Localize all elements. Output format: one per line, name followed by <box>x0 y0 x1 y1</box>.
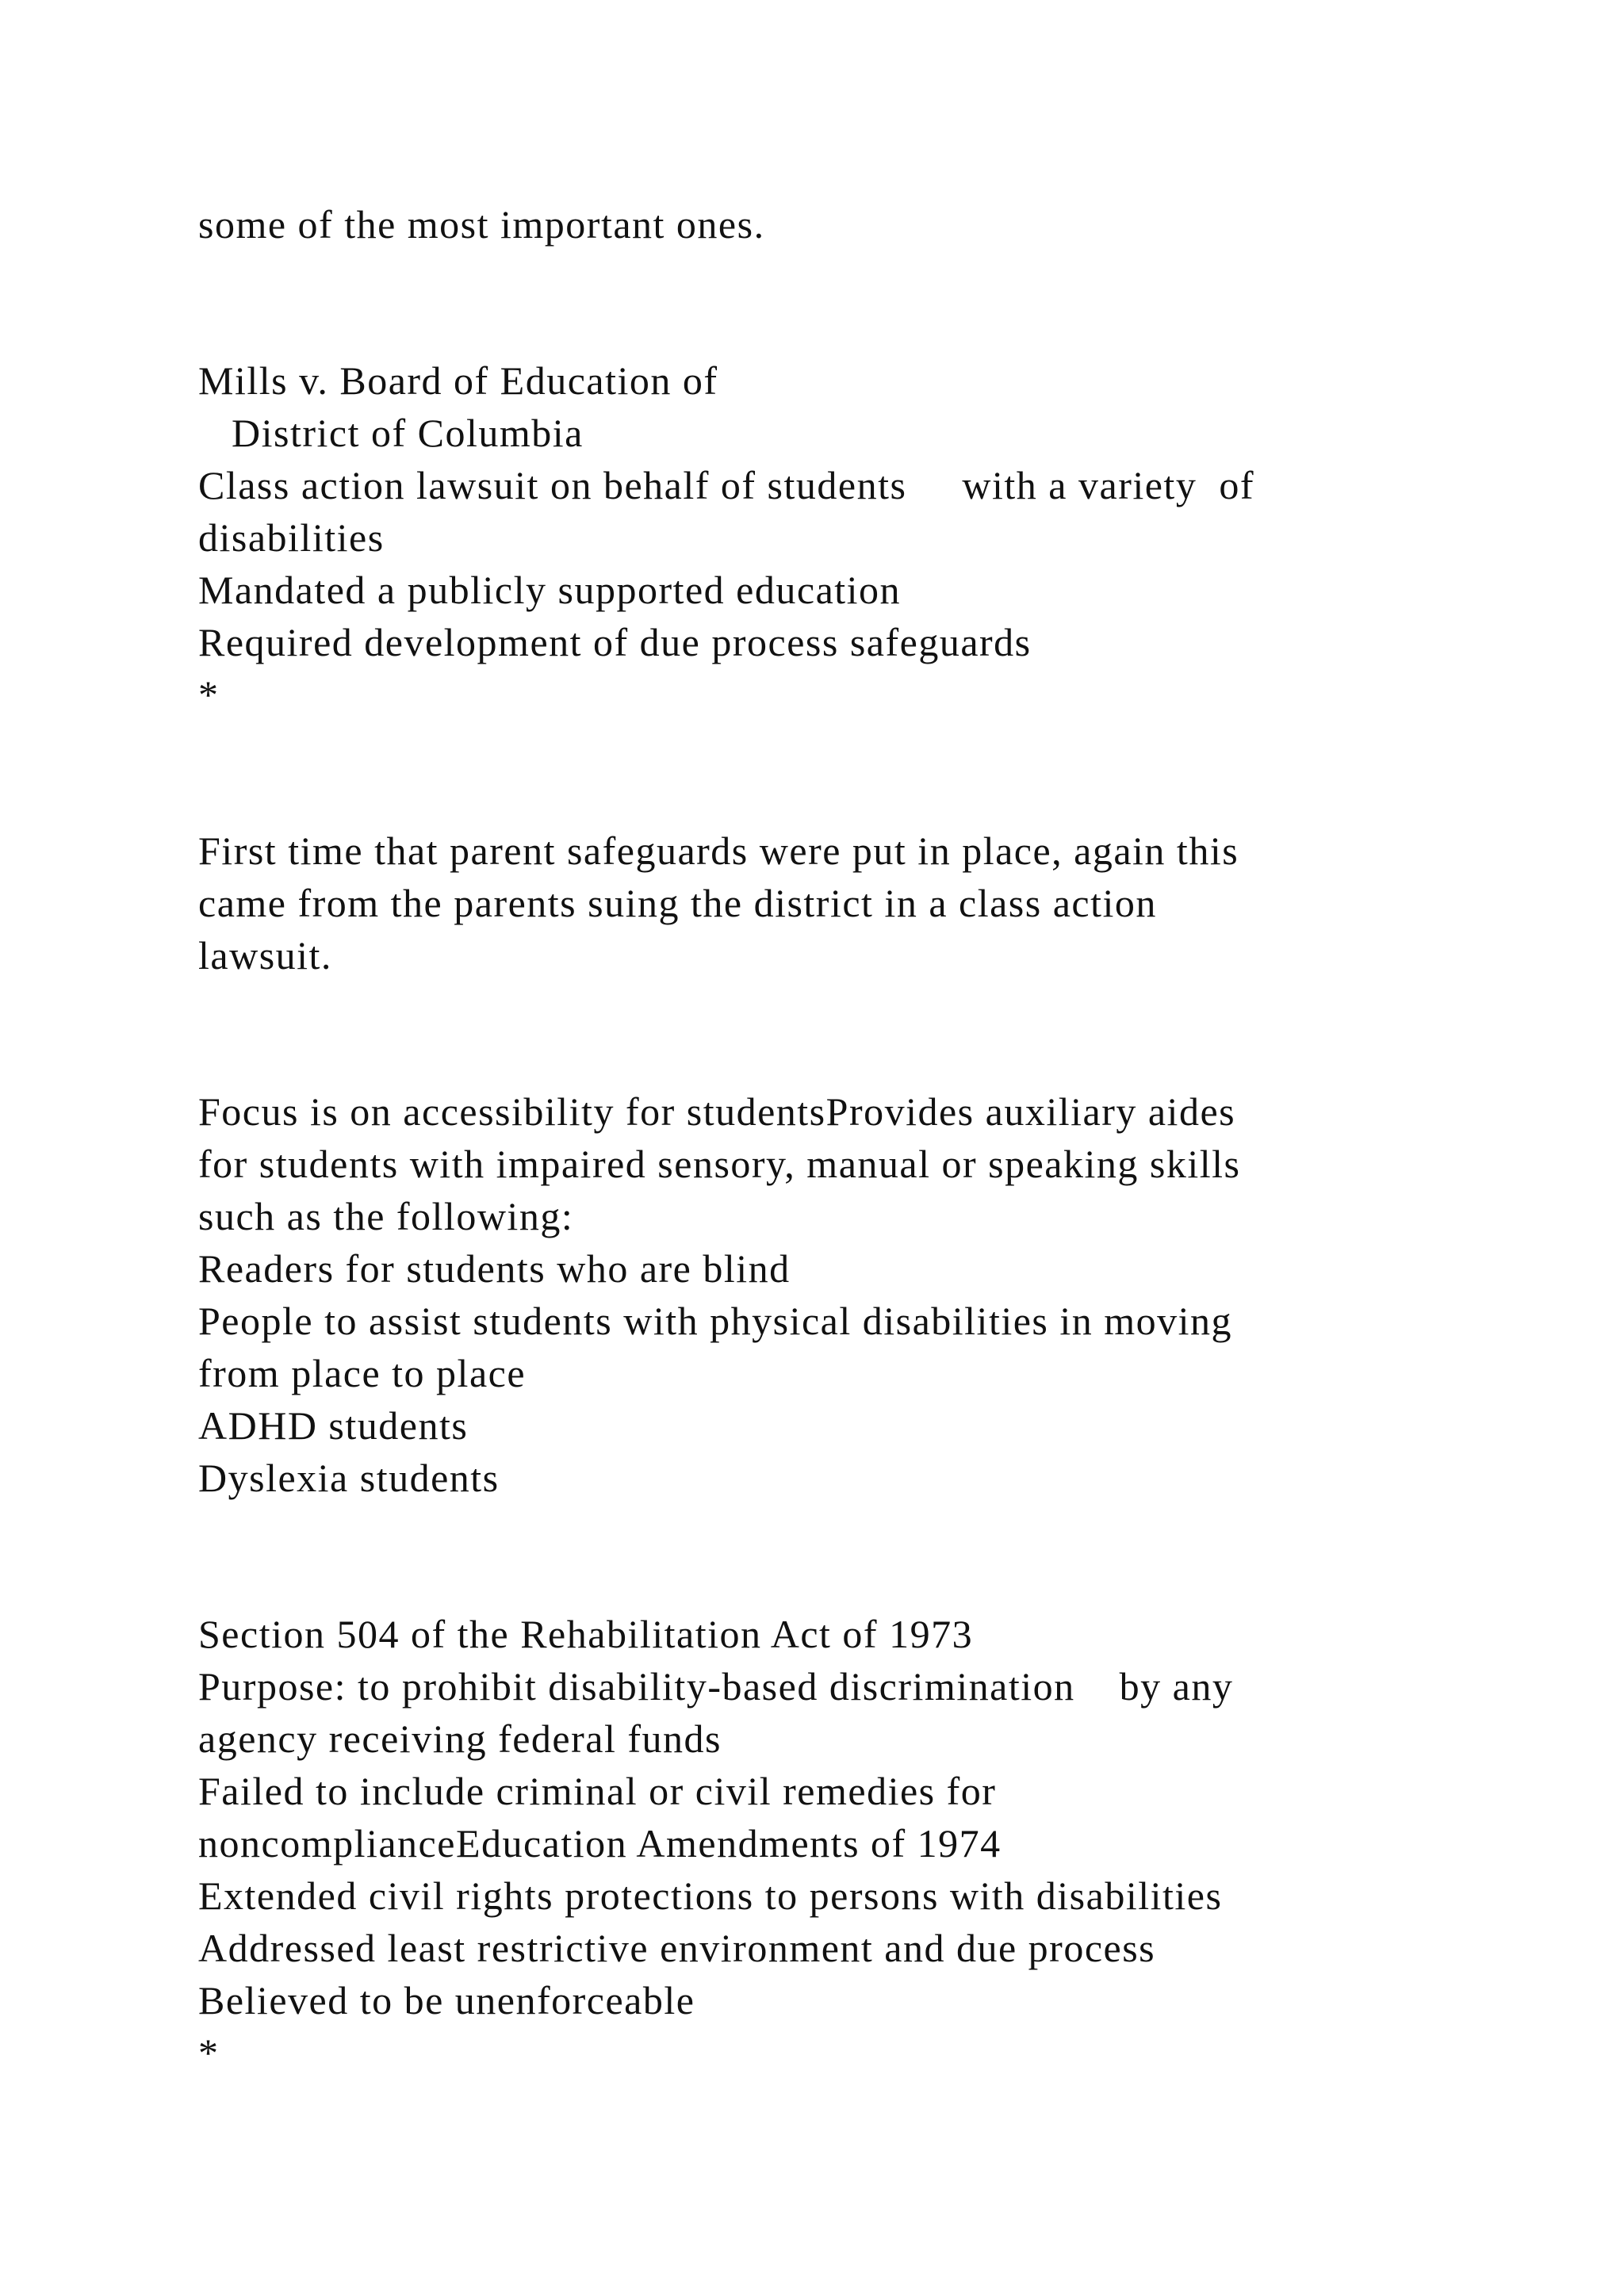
text-line: People to assist students with physical disabilities in moving <box>198 1299 1233 1343</box>
text-line: for students with impaired sensory, manual or speaking skills <box>198 1142 1241 1186</box>
text-line: some of the most important ones. <box>198 202 765 247</box>
text-line: Extended civil rights protections to persons with disabilities <box>198 1873 1223 1918</box>
text-line: from place to place <box>198 1351 527 1395</box>
text-line: such as the following: <box>198 1194 574 1238</box>
text-line: Purpose: to prohibit disability-based discrimination by any <box>198 1664 1234 1709</box>
text-line: Dyslexia students <box>198 1456 500 1500</box>
heading-mills: Mills v. Board of Education of <box>198 358 718 403</box>
text-line: Believed to be unenforceable <box>198 1978 695 2022</box>
text-line: Class action lawsuit on behalf of students with a variety of <box>198 463 1254 507</box>
text-line: agency receiving federal funds <box>198 1716 722 1761</box>
text-line: Focus is on accessibility for studentsProvides auxiliary aides <box>198 1089 1236 1134</box>
text-line: disabilities <box>198 515 385 560</box>
text-line: Mandated a publicly supported education <box>198 568 902 612</box>
text-line: Addressed least restrictive environment and due process <box>198 1926 1156 1970</box>
text-line: came from the parents suing the district in a class action <box>198 881 1157 925</box>
text-line: Readers for students who are blind <box>198 1246 791 1291</box>
text-line: noncomplianceEducation Amendments of 1974 <box>198 1821 1002 1866</box>
heading-section-504: Section 504 of the Rehabilitation Act of 1973 <box>198 1612 974 1656</box>
text-line: Required development of due process safeguards <box>198 620 1032 664</box>
asterisk: * <box>198 2030 220 2075</box>
text-line: lawsuit. <box>198 933 332 978</box>
text-line: Failed to include criminal or civil remedies for <box>198 1769 997 1813</box>
asterisk: * <box>198 672 220 717</box>
text-line: ADHD students <box>198 1403 469 1448</box>
text-line: First time that parent safeguards were put in place, again this <box>198 828 1239 873</box>
heading-mills-cont: District of Columbia <box>198 411 584 455</box>
